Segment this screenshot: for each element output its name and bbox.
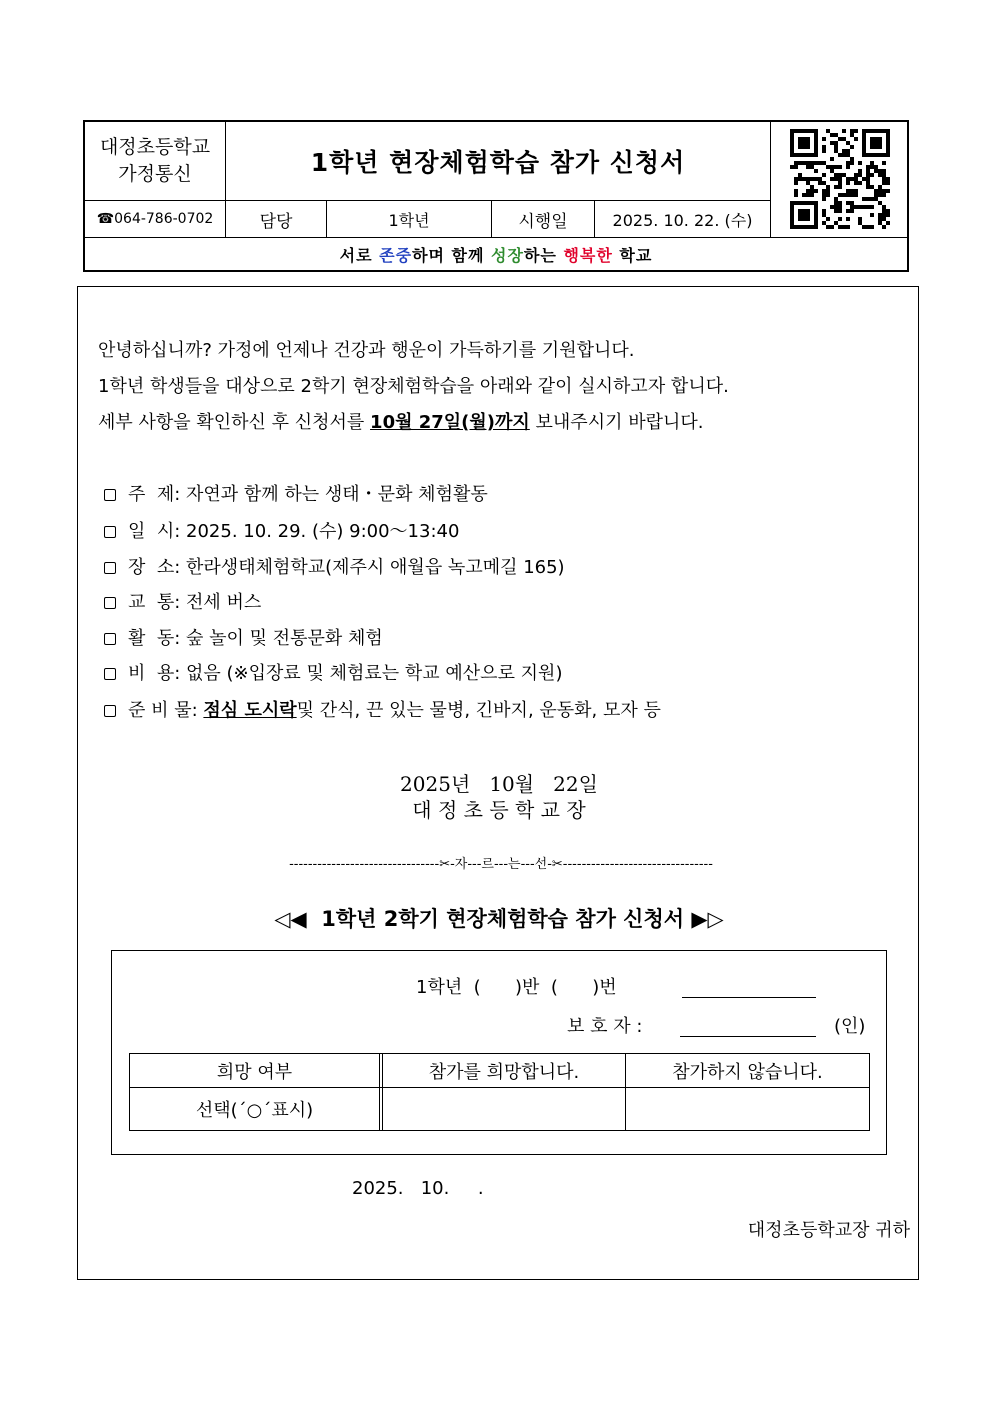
student-name-field[interactable] — [682, 997, 816, 998]
row-select-label: 선택(´○´표시) — [195, 1100, 314, 1121]
school-motto — [85, 238, 907, 270]
attend-mark-cell[interactable] — [383, 1088, 625, 1130]
info-item-topic — [104, 483, 488, 507]
checkbox-icon — [104, 633, 116, 645]
date-value: 2025. 10. 22. (수) — [612, 210, 753, 230]
info-item-place — [104, 556, 565, 580]
participation-table — [129, 1053, 870, 1131]
intro-line-1: 안녕하십니까? 가정에 언제나 건강과 행운이 가득하기를 기원합니다. — [98, 340, 635, 361]
item-label: 비 용: — [128, 663, 181, 684]
info-item-cost — [104, 662, 562, 686]
item-label: 장 소: — [128, 557, 181, 578]
info-item-datetime — [104, 520, 459, 544]
item-value: 숲 놀이 및 전통문화 체험 — [186, 628, 383, 649]
phone-number: ☎064-786-0702 — [96, 211, 214, 227]
item-label: 일 시: — [128, 521, 181, 542]
checkbox-icon — [104, 489, 116, 501]
item-value: 전세 버스 — [186, 592, 262, 613]
motto-segment: 서로 — [339, 245, 380, 265]
seal-mark: (인) — [834, 1016, 866, 1037]
item-value: 및 간식, 끈 있는 물병, 긴바지, 운동화, 모자 등 — [296, 700, 661, 721]
deadline: 10월 27일(월)까지 — [370, 412, 530, 433]
info-item-activity — [104, 627, 383, 651]
manager-label: 담당 — [259, 211, 293, 232]
header-attend: 참가를 희망합니다. — [428, 1061, 580, 1083]
date-label: 시행일 — [518, 211, 568, 232]
item-label: 활 동: — [128, 628, 181, 649]
qr-code-icon — [771, 122, 909, 236]
motto-segment: 행복한 — [563, 245, 613, 265]
motto-segment: 존중 — [379, 245, 413, 265]
school-name — [85, 122, 225, 200]
form-title: ◁◀ 1학년 2학기 현장체험학습 참가 신청서 ▶▷ — [274, 907, 724, 931]
letter-body — [77, 286, 919, 1280]
header-choice: 희망 여부 — [216, 1061, 293, 1083]
page-title: 1학년 현장체험학습 참가 신청서 — [310, 148, 686, 177]
application-form — [111, 950, 887, 1155]
item-label: 준 비 물: — [128, 700, 198, 721]
motto-segment: 학교 — [612, 245, 653, 265]
checkbox-icon — [104, 668, 116, 680]
form-date: 2025. 10. . — [352, 1178, 484, 1199]
item-value: 한라생태체험학교(제주시 애월읍 녹고메길 165) — [186, 557, 565, 578]
item-value: 자연과 함께 하는 생태・문화 체험활동 — [186, 484, 488, 505]
info-item-transport — [104, 591, 261, 615]
supplies-emphasis: 점심 도시락 — [203, 700, 297, 721]
motto-segment: 성장 — [491, 245, 524, 265]
guardian-name-field[interactable] — [680, 1036, 816, 1037]
checkbox-icon — [104, 562, 116, 574]
newsletter-label: 가정통신 — [118, 163, 192, 185]
header-not-attend: 참가하지 않습니다. — [672, 1061, 823, 1083]
info-item-supplies — [104, 699, 661, 723]
intro-line-3-post: 보내주시기 바랍니다. — [529, 412, 704, 433]
motto-segment: 하는 — [523, 245, 564, 265]
motto-segment: 하며 함께 — [412, 245, 492, 265]
manager-value: 1학년 — [388, 210, 430, 230]
checkbox-icon — [104, 597, 116, 609]
issue-date: 2025년 10월 22일 — [400, 772, 598, 796]
checkbox-icon — [104, 526, 116, 538]
guardian-label: 보 호 자 : — [567, 1016, 643, 1037]
intro-line-3-pre: 세부 사항을 확인하신 후 신청서를 — [98, 412, 371, 433]
recipient: 대정초등학교장 귀하 — [747, 1220, 910, 1241]
intro-line-3 — [98, 411, 703, 435]
item-value: 2025. 10. 29. (수) 9:00～13:40 — [186, 521, 460, 542]
not-attend-mark-cell[interactable] — [626, 1088, 869, 1130]
item-label: 주 제: — [128, 484, 181, 505]
principal-name: 대 정 초 등 학 교 장 — [412, 798, 586, 822]
intro-line-2: 1학년 학생들을 대상으로 2학기 현장체험학습을 아래와 같이 실시하고자 합니다. — [98, 376, 729, 397]
school-name-line: 대정초등학교 — [99, 136, 211, 158]
header-table — [83, 120, 909, 272]
item-label: 교 통: — [128, 592, 181, 613]
cut-line: --------------------------------✂-자---르---는---선-✂-------------------------------- — [289, 857, 713, 872]
class-number-line: 1학년 ( )반 ( )번 — [416, 977, 617, 998]
checkbox-icon — [104, 705, 116, 717]
item-value: 없음 (※입장료 및 체험료는 학교 예산으로 지원) — [186, 663, 563, 684]
